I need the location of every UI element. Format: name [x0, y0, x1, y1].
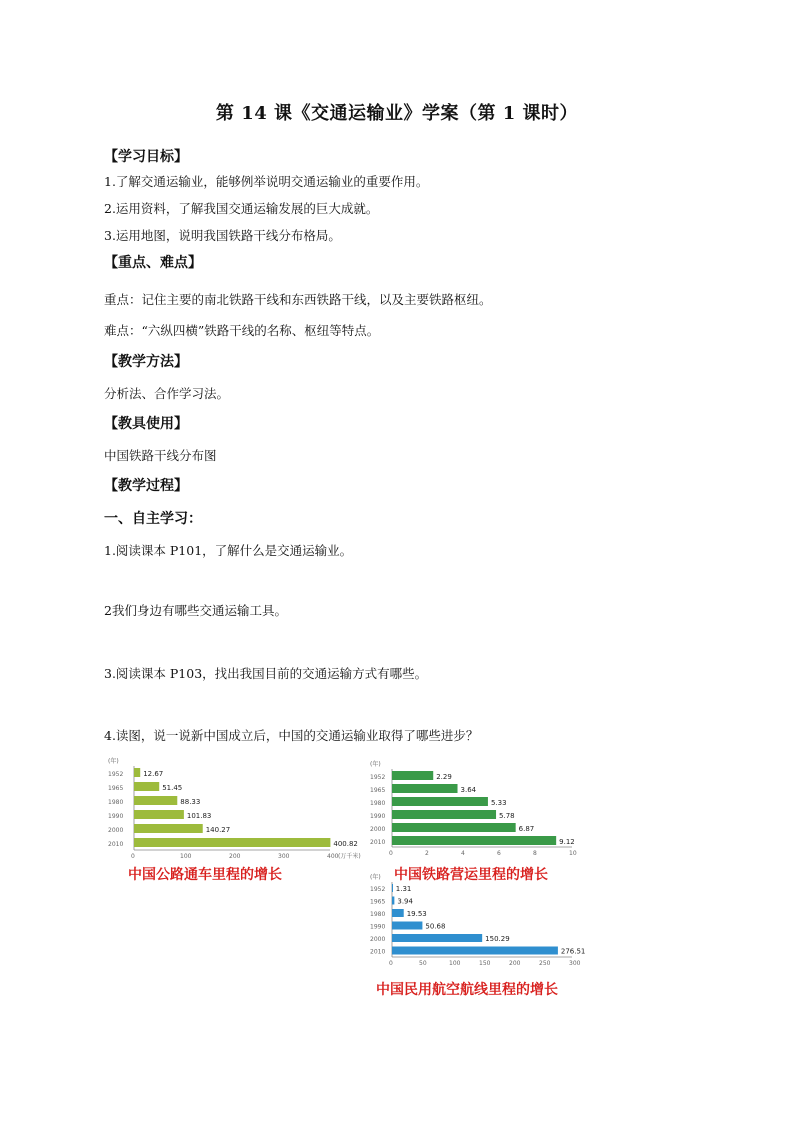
y-tick-label: 2000 [370, 936, 386, 943]
y-tick-label: 1965 [108, 785, 124, 792]
bar-value-label: 150.29 [485, 935, 510, 943]
bar-value-label: 140.27 [205, 826, 231, 834]
bar-value-label: 1.31 [395, 885, 412, 893]
key-point-item-1: 重点：记住主要的南北铁路干线和东西铁路干线，以及主要铁路枢纽。 [104, 292, 492, 307]
key-points-heading: 【重点、难点】 [104, 255, 202, 271]
bar [392, 947, 558, 955]
page-title: 第 14 课《交通运输业》学案（第 1 课时） [215, 103, 579, 124]
bar-value-label: 400.82 [333, 840, 358, 848]
process-heading: 【教学过程】 [104, 478, 188, 494]
bar [392, 922, 422, 930]
bar-value-label: 19.53 [406, 910, 427, 918]
x-tick-label: 6 [497, 850, 501, 857]
bar-value-label: 9.12 [559, 838, 575, 846]
x-tick-label: 0 [131, 853, 135, 860]
bar [392, 771, 433, 780]
bar-value-label: 3.94 [397, 897, 413, 906]
bar-value-label: 6.87 [518, 825, 535, 833]
y-tick-label: 2010 [108, 841, 124, 848]
process-item-3: 3.阅读课本 P103，找出我国目前的交通运输方式有哪些。 [104, 666, 428, 681]
bar [134, 838, 330, 847]
x-tick-label: 200 [229, 853, 241, 860]
x-tick-label: 100 [180, 853, 192, 860]
bar-value-label: 276.51 [560, 947, 586, 956]
x-tick-label: 100 [449, 960, 461, 967]
y-tick-label: 1980 [108, 799, 124, 806]
objective-item-2: 2.运用资料，了解我国交通运输发展的巨大成就。 [104, 201, 379, 216]
x-tick-label: 50 [419, 960, 427, 967]
bar [134, 796, 177, 805]
bar-value-label: 5.33 [490, 799, 507, 807]
methods-heading: 【教学方法】 [104, 354, 188, 370]
y-tick-label: 1980 [370, 911, 386, 918]
bar [392, 810, 496, 819]
bar [392, 884, 393, 892]
bar [392, 909, 404, 917]
y-tick-label: 2010 [370, 948, 386, 956]
bar-value-label: 5.78 [499, 812, 515, 820]
bar-value-label: 101.83 [186, 812, 212, 820]
bar-value-label: 3.64 [460, 786, 477, 794]
aviation-chart [366, 874, 586, 966]
y-tick-label: 1952 [370, 886, 386, 893]
bar [392, 897, 394, 905]
x-tick-label: 4 [461, 850, 465, 857]
aviation-chart-title: 中国民用航空航线里程的增长 [376, 982, 558, 998]
bar-value-label: 2.29 [436, 773, 452, 781]
bar-value-label: 12.67 [143, 770, 164, 778]
x-tick-label: 8 [533, 850, 537, 857]
bar [392, 836, 556, 845]
y-axis-label: (年) [370, 761, 381, 768]
x-tick-label: 0 [389, 960, 393, 967]
objectives-heading: 【学习目标】 [104, 149, 188, 165]
y-axis-label: (年) [370, 874, 381, 881]
process-item-1: 1.阅读课本 P101，了解什么是交通运输业。 [104, 543, 353, 558]
y-axis-label: (年) [108, 758, 119, 765]
process-subheading: 一、自主学习： [104, 511, 202, 527]
x-tick-label: 10 [569, 850, 577, 857]
y-tick-label: 2000 [370, 826, 386, 833]
y-tick-label: 1990 [108, 813, 124, 820]
x-tick-label: 2 [425, 850, 429, 857]
x-axis-label: (万千米) [338, 853, 361, 860]
bar [392, 934, 482, 942]
y-tick-label: 1990 [370, 813, 386, 820]
road-chart-title: 中国公路通车里程的增长 [128, 867, 282, 883]
road-chart [104, 756, 364, 860]
bar [392, 823, 516, 832]
y-tick-label: 2010 [370, 839, 386, 846]
methods-text: 分析法、合作学习法。 [104, 386, 230, 401]
x-tick-label: 150 [479, 960, 491, 967]
tools-text: 中国铁路干线分布图 [104, 448, 217, 463]
rail-chart [366, 761, 586, 857]
x-tick-label: 0 [389, 850, 393, 857]
bar [134, 768, 140, 777]
bar [392, 784, 458, 793]
x-tick-label: 300 [569, 960, 581, 967]
bar-value-label: 88.33 [180, 798, 201, 806]
bar [134, 810, 184, 819]
bar-value-label: 51.45 [162, 784, 183, 792]
objective-item-3: 3.运用地图，说明我国铁路干线分布格局。 [104, 228, 341, 243]
tools-heading: 【教具使用】 [104, 416, 188, 432]
bar-value-label: 50.68 [425, 922, 446, 931]
bar [134, 824, 203, 833]
process-item-2: 2我们身边有哪些交通运输工具。 [104, 603, 287, 618]
x-tick-label: 250 [539, 960, 551, 967]
y-tick-label: 1965 [370, 898, 386, 906]
objective-item-1: 1.了解交通运输业，能够例举说明交通运输业的重要作用。 [104, 174, 429, 189]
bar [134, 782, 159, 791]
process-item-4: 4.读图，说一说新中国成立后，中国的交通运输业取得了哪些进步？ [104, 728, 479, 743]
x-tick-label: 200 [509, 960, 521, 967]
y-tick-label: 1980 [370, 800, 386, 807]
y-tick-label: 1952 [108, 771, 124, 778]
bar [392, 797, 488, 806]
rail-chart-title: 中国铁路营运里程的增长 [394, 867, 548, 883]
y-tick-label: 1965 [370, 787, 386, 794]
y-tick-label: 1952 [370, 774, 386, 781]
x-tick-label: 300 [278, 853, 290, 860]
y-tick-label: 2000 [108, 827, 124, 834]
x-tick-label: 400 [327, 853, 339, 860]
key-point-item-2: 难点：“六纵四横”铁路干线的名称、枢纽等特点。 [104, 323, 380, 338]
y-tick-label: 1990 [370, 923, 386, 931]
